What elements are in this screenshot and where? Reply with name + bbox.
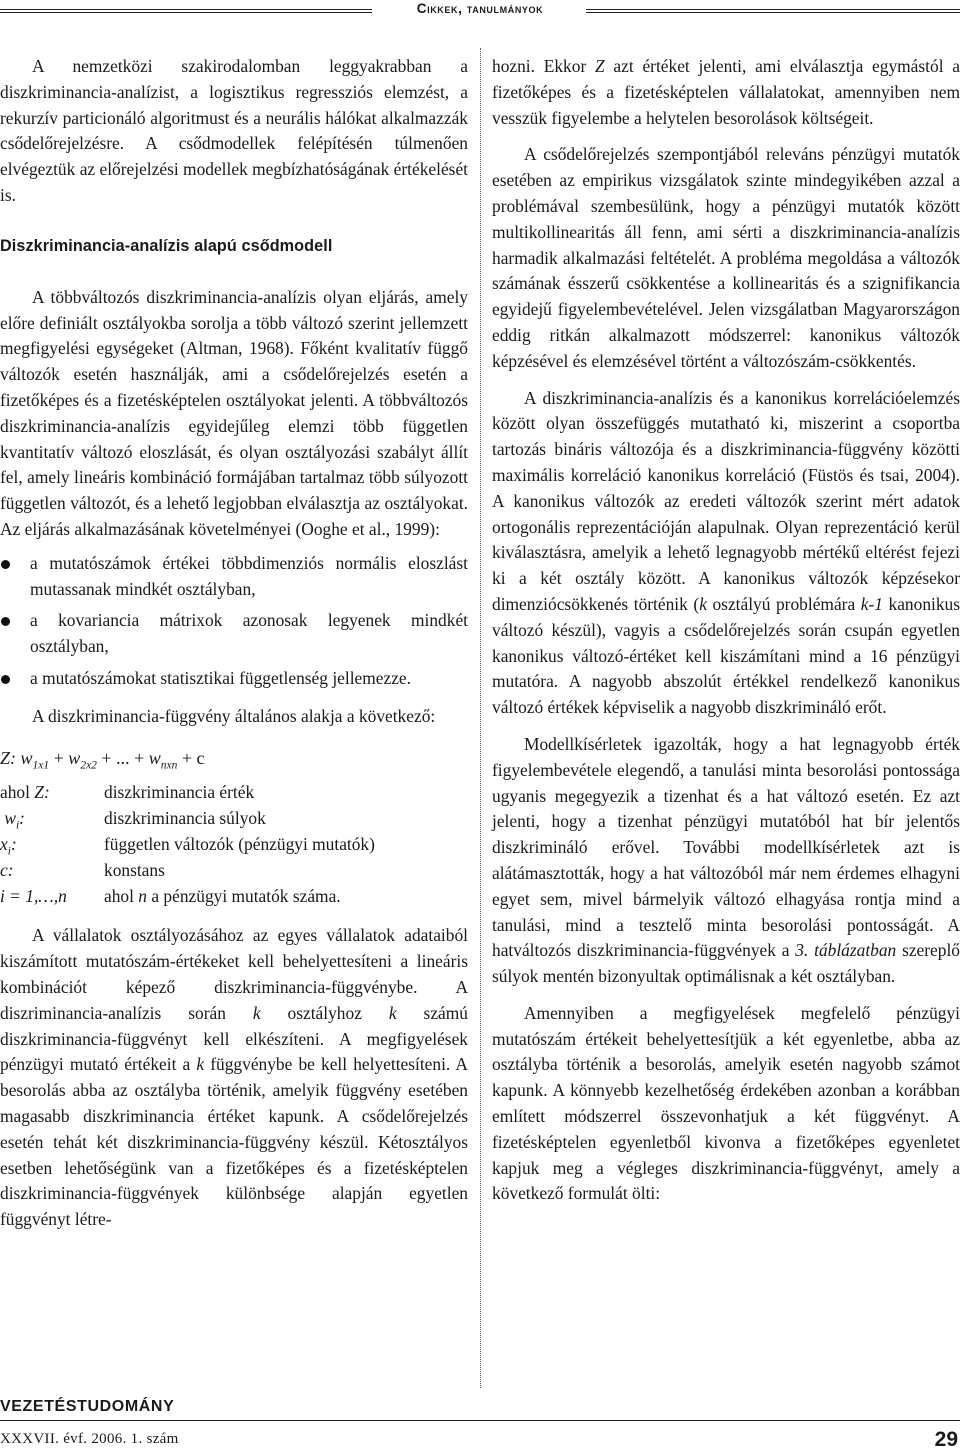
right-column	[492, 54, 960, 1207]
column-divider	[480, 48, 481, 1388]
list-item	[0, 666, 468, 692]
formula-w: w	[148, 747, 161, 768]
footer-rule	[0, 1420, 960, 1421]
formula-op: +	[49, 747, 69, 768]
header-rule-right	[586, 9, 960, 13]
variable-row	[0, 779, 468, 805]
paragraph	[0, 923, 468, 1233]
text-run: hozni. Ekkor	[492, 56, 595, 76]
variable-symbol: x	[0, 834, 8, 855]
text-run: osztályú problémára	[706, 593, 861, 614]
section-heading: Diszkriminancia-analízis alapú csődmodell	[0, 236, 333, 255]
list-item-text: a mutatószámokat statisztikai függetlenség jellemezze.	[30, 667, 411, 688]
variable-row	[0, 883, 468, 909]
variable-row	[0, 805, 468, 831]
text-run: osztályhoz	[260, 1002, 389, 1023]
formula-sub: 2x2	[80, 759, 97, 772]
variable-sub: i	[7, 845, 11, 858]
formula-op: + ... +	[96, 747, 149, 768]
list-item-text: a kovariancia mátrixok azonosak legyenek mindkét osztályban,	[30, 610, 468, 657]
italic-run: k	[252, 1002, 261, 1023]
text-run: függvénybe be kell helyettesíteni. A besorolás abba az osztályba történik, amelyik függvény esetében magasabb diszkriminancia értéket kapunk. A csődelőrejelzés esetén tehát két diszkriminancia-függvény készül. Kétosztályos esetben lehetőségünk van a fizetőképes és a fizetésképtelen diszkriminancia-függvények különbsége alapján egyetlen függvényt létre-	[0, 1054, 468, 1230]
variable-desc: diszkriminancia súlyok	[104, 808, 266, 829]
variable-desc: ahol	[104, 886, 139, 907]
italic-run: k-1	[860, 593, 883, 614]
text-run: Modellkísérletek igazolták, hogy a hat legnagyobb érték figyelembevétele elegendő, a tanulási minta besorolási pontossága ugyanis megegyezik a tizenhat és a hat változó esetén. Ez azt jelenti, hogy a tizenhat pénzügyi mutatóból hat bír jelentős diszkrimináló erővel. További modellkísérletek azt is alátámasztották, hogy a hat változóból már nem érdemes elhagyni egyet sem, mivel bármelyik változó elhagyása rontja mind a tanulási, mind a tesztelő minta besorolási pontosságát. A hatváltozós diszkriminancia-függvények a	[492, 733, 960, 961]
italic-run: k	[388, 1002, 397, 1023]
variable-row	[0, 831, 468, 857]
variable-prefix: ahol	[0, 782, 35, 803]
variable-symbol: n	[138, 886, 147, 907]
variable-sub: i	[15, 819, 20, 832]
list-item	[0, 608, 468, 660]
variable-desc: független változók (pénzügyi mutatók)	[104, 834, 375, 855]
paragraph: A diszkriminancia-függvény általános alakja a következő:	[32, 705, 436, 726]
paragraph	[492, 54, 960, 131]
page-number: 29	[934, 1428, 958, 1451]
text-run: A vállalatok osztályozásához az egyes vállalatok adataiból kiszámított mutatószám-értékeket kell behelyettesíteni a lineáris kombinációt képező diszkriminancia-függvénybe. A diszriminancia-analízis során	[0, 925, 468, 1023]
paragraph: A többváltozós diszkriminancia-analízis olyan eljárás, amely előre definiált osztályokba sorolja a több változó szerint jellemzett megfigyelési egységeket (Altman, 1968). Főként kvalitatív függő változók esetén használják, ami a csődelőrejelzés esetén a fizetőképes és a fizetésképtelen osztályokat jelenti. A többváltozós diszkriminancia-analízis egyidejűleg elemzi több független kvantitatív változó eloszlását, és olyan osztályozási szabályt állít fel, amely lineáris kombináció formájában tartalmaz több súlyozott független változót, és a lehető legjobban elválasztja az osztályokat. Az eljárás alkalmazásának követelményei (Ooghe et al., 1999):	[0, 286, 468, 539]
text-run: kanonikus változó készül), vagyis a csődelőrejelzés során csupán egyetlen kanonikus változó-értéket kell kiszámítani mind a 16 pénzügyi mutatóra. A nagyobb abszolút értékkel rendelkező kanonikus változó értékek képviselik a nagyobb diszkrimináló erőt.	[492, 593, 960, 718]
text-run: A diszkriminancia-analízis és a kanonikus korrelációelemzés között olyan összefüggés mutatható ki, miszerint a csoportba tartozás bináris változója és a diszkriminancia-függvény közötti maximális korreláció kanonikus korreláció (Füstös és tsai, 2004). A kanonikus változók az eredeti változók szerint mért adatok ortogonális reprezentációján alapulnak. Olyan reprezentáció kerül kiválasztásra, amelyik a lehető legnagyobb mértékű eltérést fejezi ki a két osztály között. A kanonikus változók képzésekor dimenziócsökkenés történik (	[492, 387, 960, 614]
paragraph: A nemzetközi szakirodalomban leggyakrabban a diszkriminancia-analízist, a logisztikus regressziós elemzést, a rekurzív particionáló algoritmust és a neurális hálókat alkalmazzák csődelőrejelzésre. A csődmodellek felépítésén túlmenően elvégeztük az előrejelzési modellek megbízhatóságának értékelését is.	[0, 56, 468, 205]
italic-run: Z	[595, 56, 605, 76]
variable-desc: konstans	[104, 860, 165, 881]
paragraph: A csődelőrejelzés szempontjából releváns pénzügyi mutatók esetében az empirikus vizsgálatok szinte mindegyikében azzal a problémával szembesülünk, hogy a pénzügyi mutatók között multikollinearitás áll fenn, ami sérti a diszkriminancia-analízis harmadik alkalmazási feltételét. A probléma megoldása a változók számának ésszerű csökkentése a kollinearitás és a szignifikancia egyidejű figyelembevételével. Jelen vizsgálatban Magyarországon eddig ritkán alkalmazott módszerrel: kanonikus változók képzésével és elemzésével történt a változószám-csökkentés.	[492, 144, 960, 371]
left-column	[0, 54, 468, 1233]
italic-run: k	[196, 1054, 205, 1075]
variable-symbol: w	[4, 808, 16, 829]
formula-sub: nxn	[160, 759, 178, 772]
formula-lhs: Z:	[0, 747, 17, 768]
italic-run: k	[699, 593, 707, 614]
journal-title: VEZETÉSTUDOMÁNY	[0, 1398, 175, 1415]
header-rule-left	[0, 9, 372, 13]
list-item	[0, 551, 468, 603]
formula-tail: + c	[177, 747, 205, 768]
paragraph: Amennyiben a megfigyelések megfelelő pénzügyi mutatószám értékeit behelyettesítjük a két egyenletbe, abba az osztályba történik a besorolás, amelyik esetén nagyobb számot kapunk. A könnyebb kezelhetőség érdekében azonban a korábban említett módszerrel összevonhatjuk a két függvényt. A fizetésképtelen egyenletből kivonva a fizetőképes egyenletet kapjuk meg a végleges diszkriminancia-függvényt, amely a következő formulát ölti:	[492, 1002, 960, 1204]
variable-colon: :	[10, 834, 17, 855]
paragraph	[492, 386, 960, 721]
variable-colon: :	[19, 808, 25, 829]
text-run: szereplő súlyok mentén bizonyultak optimálisnak a két osztályban.	[492, 940, 960, 987]
discriminant-formula	[0, 746, 468, 772]
text-run: azt értéket jelenti, ami elválasztja egymástól a fizetőképes és a fizetésképtelen vállalatokat, amennyiben nem vesszük figyelembe a helytelen besorolások költségeit.	[492, 56, 960, 128]
variable-symbol: i = 1,…,n	[0, 886, 67, 907]
variable-definitions	[0, 779, 468, 909]
formula-w: w	[68, 747, 81, 768]
issue-info: XXXVII. évf. 2006. 1. szám	[0, 1431, 179, 1447]
formula-sub: 1x1	[32, 759, 50, 772]
bullet-icon	[1, 560, 10, 569]
text-run: számú diszkriminancia-függvényt kell elkészíteni. A megfigyelések pénzügyi mutató értékeit a	[0, 1002, 468, 1075]
section-label: Cikkek, tanulmányok	[416, 1, 544, 16]
variable-symbol: c:	[0, 860, 14, 881]
list-item-text: a mutatószámok értékei többdimenziós normális eloszlást mutassanak mindkét osztályban,	[30, 552, 468, 599]
bullet-icon	[1, 675, 10, 684]
formula-w: w	[20, 747, 33, 768]
variable-symbol: Z:	[34, 782, 50, 803]
table-reference: 3. táblázatban	[795, 940, 897, 961]
variable-desc: a pénzügyi mutatók száma.	[147, 886, 341, 907]
paragraph	[492, 732, 960, 990]
bullet-icon	[1, 617, 10, 626]
variable-desc: diszkriminancia érték	[104, 782, 255, 803]
requirements-list	[0, 551, 468, 692]
variable-row	[0, 857, 468, 883]
